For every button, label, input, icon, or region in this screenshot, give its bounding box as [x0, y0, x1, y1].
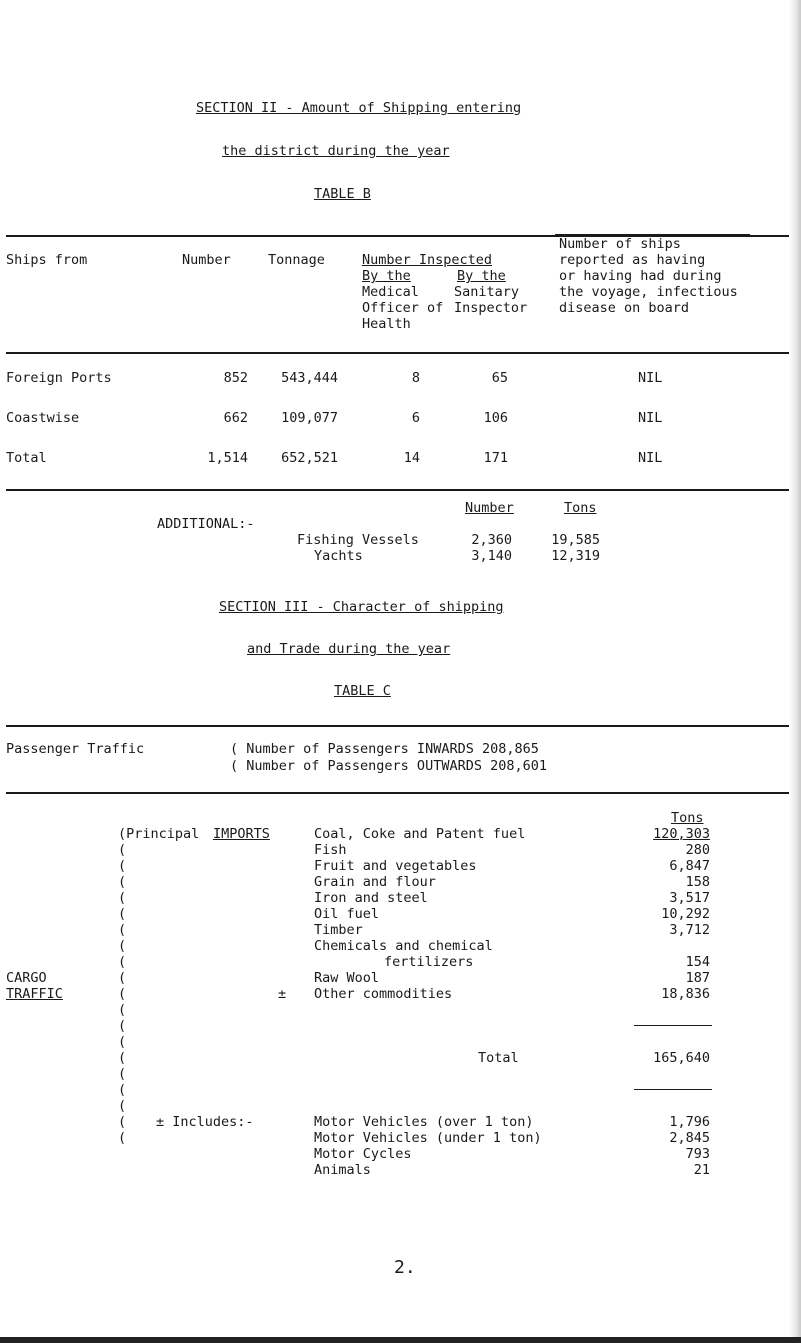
fishing-vessels-label: Fishing Vessels — [297, 532, 419, 548]
includes-item-tons: 793 — [685, 1146, 710, 1162]
additional-label: ADDITIONAL:- — [157, 516, 255, 532]
section2-heading-line2: the district during the year — [222, 143, 450, 159]
row-coastwise-tonnage: 109,077 — [281, 410, 338, 426]
total-top-rule — [634, 1025, 712, 1026]
other-marker: ± — [278, 986, 287, 1002]
cargo-item-tons: 154 — [685, 954, 710, 970]
yachts-tons: 12,319 — [551, 548, 600, 564]
scan-edge-shadow — [789, 0, 801, 1343]
row-total-medical: 14 — [403, 450, 420, 466]
cargo-parentheses: ( ( ( ( ( ( ( ( ( ( ( ( ( ( ( ( ( ( ( — [118, 842, 127, 1146]
yachts-label: Yachts — [314, 548, 363, 564]
col-sanitary: Sanitary — [454, 284, 520, 300]
cargo-item-name: Fish — [314, 842, 347, 858]
includes-item-tons: 21 — [693, 1162, 710, 1178]
passengers-inwards: ( Number of Passengers INWARDS 208,865 — [230, 741, 539, 757]
section2-heading: SECTION II - Amount of Shipping entering — [196, 100, 522, 116]
row-foreign-medical: 8 — [411, 370, 420, 386]
cargo-item-tons: 3,517 — [669, 890, 710, 906]
cargo-item-tons: 10,292 — [661, 906, 710, 922]
row-foreign-from: Foreign Ports — [6, 370, 112, 386]
section3-heading: SECTION III - Character of shipping — [219, 599, 504, 615]
table-c-label: TABLE C — [334, 683, 391, 699]
cargo-item-tons: 187 — [685, 970, 710, 986]
col-inspected: Number Inspected — [362, 252, 493, 268]
col-ships-from: Ships from — [6, 252, 88, 268]
col-inspector: Inspector — [454, 300, 528, 316]
col-officer-of: Officer of — [362, 300, 444, 316]
tons-header: Tons — [671, 810, 704, 826]
cargo-item-name: fertilizers — [384, 954, 474, 970]
row-foreign-number: 852 — [223, 370, 248, 386]
table-b-bottom-rule — [6, 489, 790, 491]
row-total-sanitary: 171 — [483, 450, 508, 466]
row-coastwise-medical: 6 — [411, 410, 420, 426]
row-total-number: 1,514 — [207, 450, 248, 466]
row-coastwise-sanitary: 106 — [483, 410, 508, 426]
row-foreign-sanitary: 65 — [491, 370, 508, 386]
traffic-label: TRAFFIC — [6, 986, 63, 1002]
cargo-label: CARGO — [6, 970, 47, 986]
col-infected-3: or having had during — [559, 268, 722, 284]
col-by-the-medical: By the — [362, 268, 411, 284]
yachts-number: 3,140 — [471, 548, 512, 564]
passengers-outwards: ( Number of Passengers OUTWARDS 208,601 — [230, 758, 547, 774]
col-infected-1: Number of ships — [559, 236, 681, 252]
cargo-item-tons: 6,847 — [669, 858, 710, 874]
cargo-item-tons: 280 — [685, 842, 710, 858]
additional-col-tons: Tons — [564, 500, 597, 516]
cargo-item-name: Other commodities — [314, 986, 453, 1002]
row-total-from: Total — [6, 450, 47, 466]
row-total-infected: NIL — [638, 450, 663, 466]
col-medical: Medical — [362, 284, 419, 300]
cargo-item-name: Fruit and vegetables — [314, 858, 477, 874]
imports-label: IMPORTS — [213, 826, 270, 842]
table-b-header-rule — [6, 352, 790, 354]
table-b-label: TABLE B — [314, 186, 371, 202]
cargo-item-tons: 18,836 — [661, 986, 710, 1002]
fishing-vessels-number: 2,360 — [471, 532, 512, 548]
cargo-item-name: Raw Wool — [314, 970, 380, 986]
section3-heading-line2: and Trade during the year — [247, 641, 451, 657]
scan-bottom-edge — [0, 1337, 801, 1343]
cargo-item-name: Grain and flour — [314, 874, 436, 890]
total-bottom-rule — [634, 1089, 712, 1090]
row-total-tonnage: 652,521 — [281, 450, 338, 466]
includes-label: ± Includes:- — [156, 1114, 254, 1130]
principal-label: (Principal — [118, 826, 200, 842]
cargo-item-tons: 120,303 — [653, 826, 710, 842]
col-health: Health — [362, 316, 411, 332]
additional-col-number: Number — [465, 500, 514, 516]
cargo-item-tons: 158 — [685, 874, 710, 890]
col-infected-5: disease on board — [559, 300, 690, 316]
total-value: 165,640 — [653, 1050, 710, 1066]
row-foreign-tonnage: 543,444 — [281, 370, 338, 386]
row-coastwise-from: Coastwise — [6, 410, 80, 426]
includes-item-name: Motor Cycles — [314, 1146, 412, 1162]
cargo-item-tons: 3,712 — [669, 922, 710, 938]
includes-item-tons: 2,845 — [669, 1130, 710, 1146]
row-coastwise-infected: NIL — [638, 410, 663, 426]
cargo-item-name: Iron and steel — [314, 890, 428, 906]
cargo-item-name: Coal, Coke and Patent fuel — [314, 826, 526, 842]
includes-item-name: Motor Vehicles (under 1 ton) — [314, 1130, 542, 1146]
col-infected-2: reported as having — [559, 252, 706, 268]
passenger-traffic-label: Passenger Traffic — [6, 741, 145, 757]
cargo-item-name: Timber — [314, 922, 363, 938]
includes-item-name: Motor Vehicles (over 1 ton) — [314, 1114, 534, 1130]
cargo-item-name: Chemicals and chemical — [314, 938, 493, 954]
row-coastwise-number: 662 — [223, 410, 248, 426]
passenger-bottom-rule — [6, 792, 790, 794]
infected-col-rule — [555, 234, 750, 235]
col-by-the-sanitary: By the — [457, 268, 506, 284]
row-foreign-infected: NIL — [638, 370, 663, 386]
includes-item-tons: 1,796 — [669, 1114, 710, 1130]
cargo-item-name: Oil fuel — [314, 906, 380, 922]
col-number: Number — [182, 252, 231, 268]
col-tonnage: Tonnage — [268, 252, 325, 268]
includes-item-name: Animals — [314, 1162, 371, 1178]
total-label: Total — [478, 1050, 519, 1066]
table-c-top-rule — [6, 725, 790, 727]
fishing-vessels-tons: 19,585 — [551, 532, 600, 548]
col-infected-4: the voyage, infectious — [559, 284, 738, 300]
page-number: 2. — [394, 1257, 416, 1278]
